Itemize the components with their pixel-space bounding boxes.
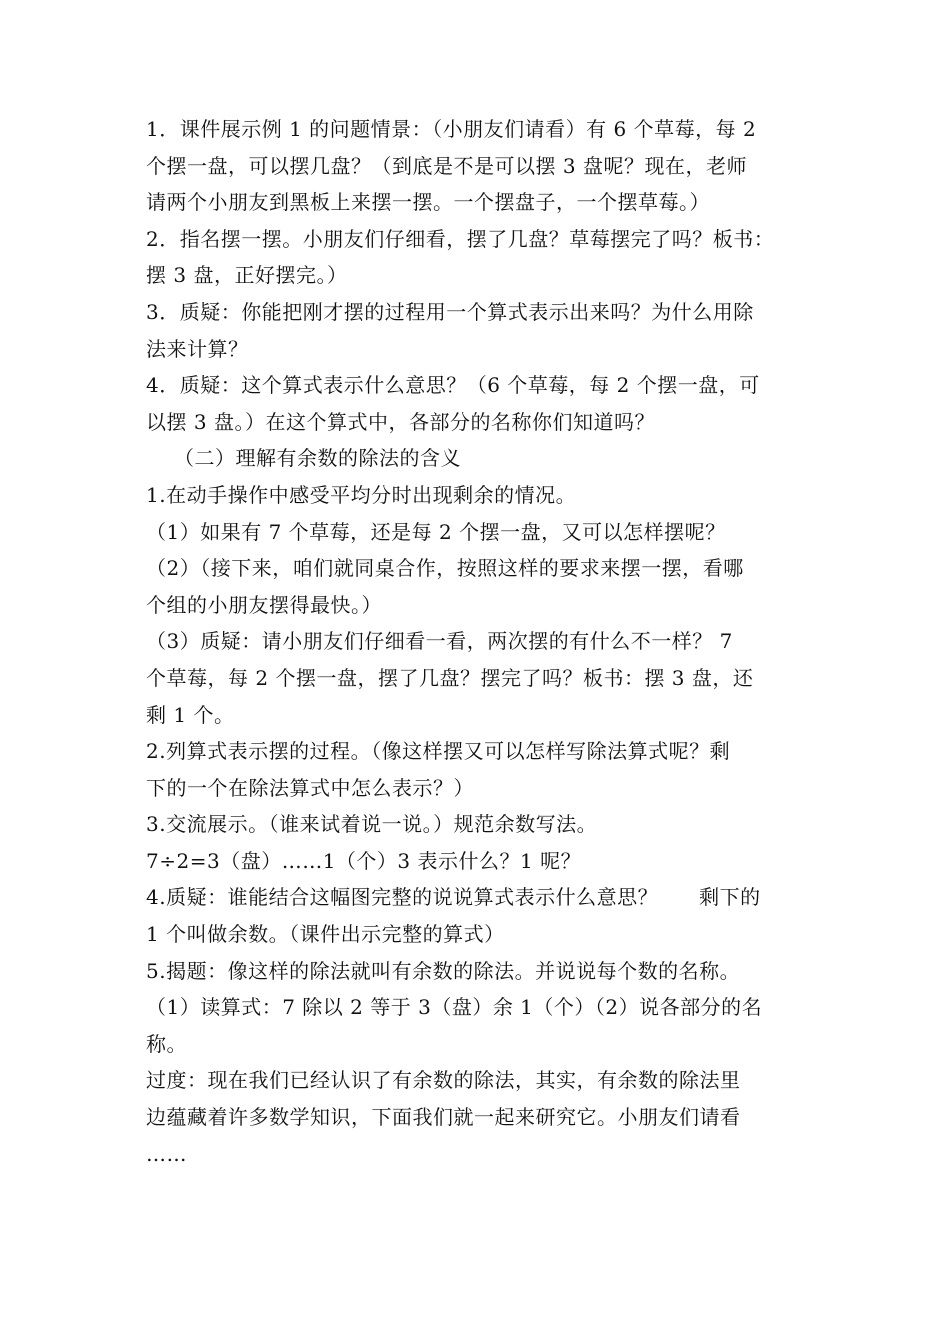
- body-text: [146, 111, 816, 1172]
- text-line: 4．质疑：这个算式表示什么意思？（6 个草莓，每 2 个摆一盘，可: [146, 373, 760, 398]
- text-line: 过度：现在我们已经认识了有余数的除法，其实，有余数的除法里: [146, 1068, 741, 1093]
- text-line: 5.揭题：像这样的除法就叫有余数的除法。并说说每个数的名称。: [146, 958, 741, 983]
- text-line: 边蕴藏着许多数学知识，下面我们就一起来研究它。小朋友们请看: [146, 1105, 741, 1130]
- text-line: 个组的小朋友摆得最快。）: [146, 592, 382, 617]
- text-line: 请两个小朋友到黑板上来摆一摆。一个摆盘子，一个摆草莓。）: [146, 190, 710, 215]
- formula-line: 7÷2=3（盘）……1（个）3 表示什么？1 呢？: [146, 848, 582, 873]
- text-line: 2.列算式表示摆的过程。（像这样摆又可以怎样写除法算式呢？剩: [146, 739, 731, 764]
- section-heading: （二）理解有余数的除法的含义: [174, 446, 461, 471]
- text-line: （2）（接下来，咱们就同桌合作，按照这样的要求来摆一摆，看哪: [146, 556, 744, 581]
- text-line: 4.质疑：谁能结合这幅图完整的说说算式表示什么意思？ 剩下的: [146, 885, 761, 910]
- text-line: 摆 3 盘，正好摆完。）: [146, 263, 348, 288]
- text-line: （1）如果有 7 个草莓，还是每 2 个摆一盘，又可以怎样摆呢？: [146, 519, 726, 544]
- text-line: 1．课件展示例 1 的问题情景：（小朋友们请看）有 6 个草莓，每 2: [146, 117, 757, 141]
- text-line: （3）质疑：请小朋友们仔细看一看，两次摆的有什么不一样？ 7: [146, 629, 733, 654]
- text-line: 1 个叫做余数。（课件出示完整的算式）: [146, 922, 505, 947]
- text-line: 下的一个在除法算式中怎么表示？）: [146, 775, 474, 800]
- text-line: （1）读算式：7 除以 2 等于 3（盘）余 1（个）（2）说各部分的名: [146, 995, 763, 1020]
- text-line: 2．指名摆一摆。小朋友们仔细看，摆了几盘？草莓摆完了吗？板书：: [146, 226, 775, 251]
- text-line: 剩 1 个。: [146, 702, 235, 727]
- text-line: 法来计算？: [146, 336, 249, 361]
- text-line: 称。: [146, 1031, 187, 1056]
- text-line: 以摆 3 盘。）在这个算式中，各部分的名称你们知道吗？: [146, 409, 655, 434]
- text-line: 个草莓，每 2 个摆一盘，摆了几盘？摆完了吗？板书：摆 3 盘，还: [146, 665, 754, 690]
- text-line: 3.交流展示。（谁来试着说一说。）规范余数写法。: [146, 812, 598, 837]
- text-line: ……: [146, 1141, 187, 1166]
- text-line: 1.在动手操作中感受平均分时出现剩余的情况。: [146, 482, 577, 507]
- text-line: 3．质疑：你能把刚才摆的过程用一个算式表示出来吗？为什么用除: [146, 299, 754, 324]
- text-line: 个摆一盘，可以摆几盘？（到底是不是可以摆 3 盘呢？现在，老师: [146, 153, 747, 178]
